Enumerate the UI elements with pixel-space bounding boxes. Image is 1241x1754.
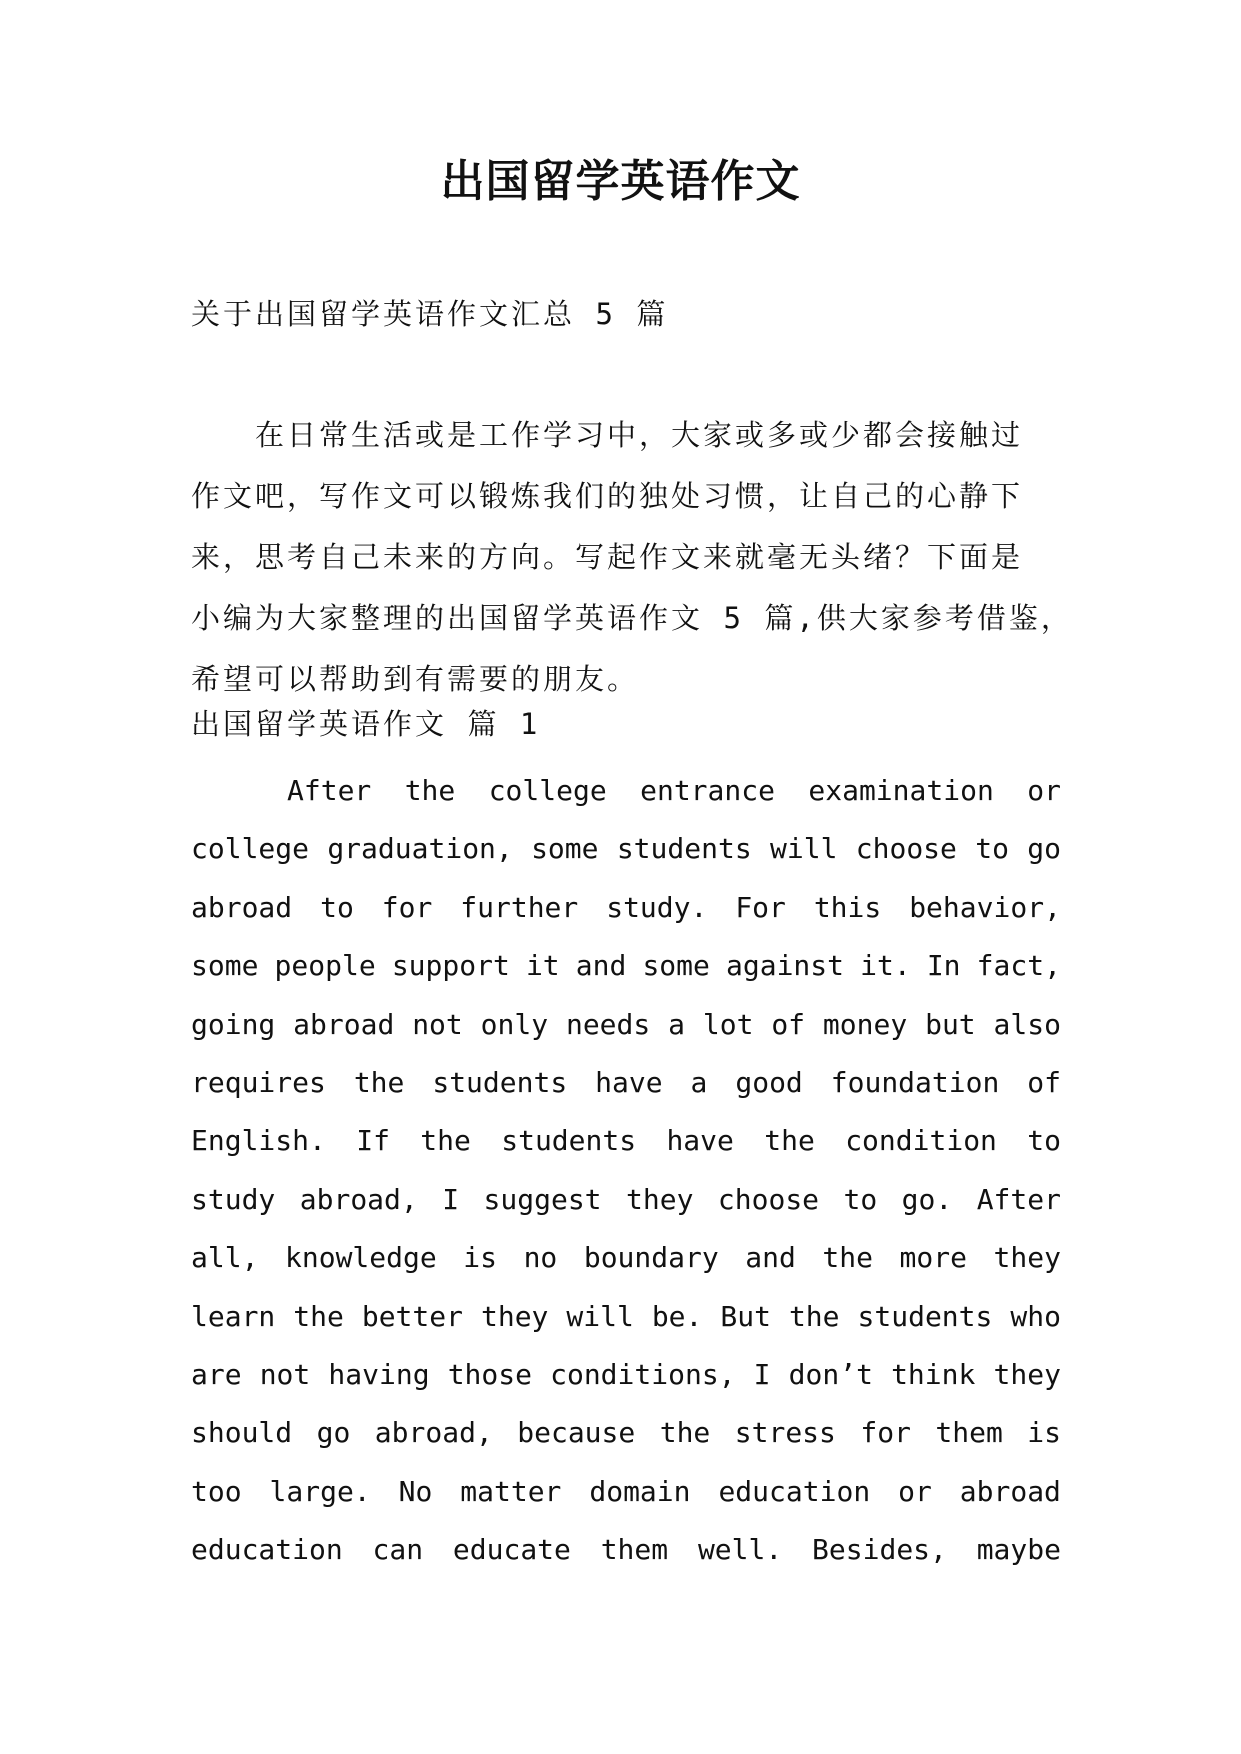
essay-word: this xyxy=(813,890,882,924)
essay-word: can xyxy=(372,1533,424,1567)
essay-word: to xyxy=(843,1182,878,1216)
essay-word: some xyxy=(191,949,259,983)
essay-word: entrance xyxy=(640,774,775,807)
essay-word: a xyxy=(668,1007,685,1041)
essay-word: is xyxy=(1027,1416,1061,1450)
essay-word: to xyxy=(1027,1124,1061,1158)
essay-word: too xyxy=(191,1474,242,1508)
essay-word: foundation xyxy=(830,1065,1000,1099)
essay-word: After xyxy=(976,1182,1061,1216)
essay-word: of xyxy=(1027,1065,1061,1099)
essay-word: In xyxy=(926,949,961,983)
essay-word: abroad xyxy=(191,890,293,924)
essay-word: well. xyxy=(697,1533,783,1567)
essay-word: good xyxy=(735,1065,803,1099)
essay-word: boundary xyxy=(583,1241,719,1275)
essay-word: of xyxy=(771,1007,806,1041)
essay-word: going xyxy=(191,1007,276,1041)
essay-word: suggest xyxy=(483,1182,602,1216)
essay-word: or xyxy=(898,1474,932,1508)
essay-word: for xyxy=(860,1416,911,1450)
essay-word: have xyxy=(666,1124,734,1158)
essay-word: knowledge xyxy=(285,1241,437,1275)
essay-word: learn xyxy=(191,1299,276,1333)
essay-word: study xyxy=(191,1182,276,1216)
document-title: 出国留学英语作文 xyxy=(440,156,801,207)
essay-line xyxy=(191,879,1061,937)
essay-word: should xyxy=(191,1416,293,1450)
essay-word: abroad, xyxy=(299,1182,418,1216)
essay-word: but xyxy=(925,1007,976,1041)
essay-word: graduation, xyxy=(327,832,513,866)
essay-line xyxy=(191,1288,1061,1346)
essay-word: think xyxy=(891,1357,976,1391)
essay-word: they xyxy=(993,1241,1061,1275)
essay-word: matter xyxy=(460,1474,562,1508)
essay-word: not xyxy=(259,1357,311,1391)
essay-word: examination xyxy=(808,774,994,807)
essay-line xyxy=(191,1463,1061,1521)
intro-line: 小编为大家整理的出国留学英语作文 5 篇,供大家参考借鉴， xyxy=(191,601,1073,635)
essay-word: don’t xyxy=(788,1357,873,1391)
essay-line xyxy=(191,937,1061,995)
essay-word: students xyxy=(857,1299,993,1333)
essay-word: the xyxy=(764,1124,815,1158)
essay-word: to xyxy=(975,832,1009,866)
essay-word: the xyxy=(788,1299,840,1333)
essay-word: educate xyxy=(452,1533,571,1567)
essay-word: choose xyxy=(855,832,957,866)
essay-word: needs xyxy=(565,1007,651,1041)
essay-word: a xyxy=(690,1065,708,1099)
essay-word: the xyxy=(404,774,456,807)
essay-word: education xyxy=(191,1533,343,1567)
essay-word: stress xyxy=(734,1416,836,1450)
essay-word: and xyxy=(745,1241,796,1275)
intro-line: 来，思考自己未来的方向。写起作文来就毫无头绪？下面是 xyxy=(191,540,1024,574)
essay-word: all, xyxy=(191,1241,259,1275)
essay-word: only xyxy=(480,1007,549,1041)
document-subtitle: 关于出国留学英语作文汇总 5 篇 xyxy=(191,297,669,331)
essay-word: for xyxy=(381,890,433,924)
essay-word: condition xyxy=(845,1124,997,1158)
essay-word: If xyxy=(356,1124,390,1158)
essay-word: be. xyxy=(651,1299,703,1333)
essay-word: having xyxy=(328,1357,430,1391)
essay-word: will xyxy=(566,1299,634,1333)
essay-word: more xyxy=(899,1241,967,1275)
essay-word: people xyxy=(274,949,376,983)
essay-line xyxy=(191,1229,1061,1287)
essay-word: to xyxy=(320,890,354,924)
essay-word: further xyxy=(460,890,579,924)
essay-paragraph xyxy=(191,762,1061,1579)
essay-word: against xyxy=(726,949,845,983)
essay-word: requires xyxy=(191,1065,326,1099)
essay-word: the xyxy=(659,1416,711,1450)
essay-word: them xyxy=(935,1416,1003,1450)
essay-word: abroad xyxy=(959,1474,1061,1508)
essay-word: it. xyxy=(860,949,911,983)
essay-word: conditions, xyxy=(550,1357,736,1391)
essay-word: college xyxy=(191,832,310,866)
essay-line xyxy=(191,1346,1061,1404)
essay-word: who xyxy=(1010,1299,1061,1333)
essay-word: also xyxy=(993,1007,1061,1041)
essay-word: students xyxy=(501,1124,637,1158)
essay-word: is xyxy=(463,1241,497,1275)
essay-word: some xyxy=(531,832,599,866)
essay-word: the xyxy=(420,1124,471,1158)
essay-word: they xyxy=(626,1182,694,1216)
essay-line xyxy=(191,762,1061,820)
essay-word: have xyxy=(595,1065,663,1099)
essay-word: large. xyxy=(269,1474,371,1508)
essay-word: I xyxy=(753,1357,771,1391)
essay-word: Besides, xyxy=(812,1533,947,1567)
essay-word: support xyxy=(391,949,510,983)
essay-word: college xyxy=(488,774,607,807)
essay-word: lot xyxy=(702,1007,754,1041)
essay-word: better xyxy=(361,1299,463,1333)
essay-word: I xyxy=(442,1182,460,1216)
essay-word: because xyxy=(517,1416,636,1450)
essay-word: no xyxy=(523,1241,558,1275)
essay-word: go xyxy=(1027,832,1061,866)
intro-line: 希望可以帮助到有需要的朋友。 xyxy=(191,662,640,696)
essay-word: those xyxy=(447,1357,532,1391)
essay-line xyxy=(191,820,1061,878)
essay-word: students xyxy=(616,832,752,866)
essay-word: some xyxy=(642,949,710,983)
essay-word: choose xyxy=(717,1182,820,1216)
essay-word: go. xyxy=(901,1182,953,1216)
essay-word: the xyxy=(293,1299,344,1333)
essay-word: abroad xyxy=(293,1007,395,1041)
section-title: 出国留学英语作文 篇 1 xyxy=(191,707,541,741)
essay-word: domain xyxy=(589,1474,691,1508)
essay-word: For xyxy=(735,890,786,924)
essay-word: not xyxy=(412,1007,463,1041)
essay-word: education xyxy=(718,1474,871,1508)
essay-word: English. xyxy=(191,1124,326,1158)
essay-line xyxy=(191,1404,1061,1462)
intro-line: 在日常生活或是工作学习中，大家或多或少都会接触过 xyxy=(191,418,1024,452)
essay-word: students xyxy=(432,1065,568,1099)
essay-word: them xyxy=(600,1533,669,1567)
essay-word: abroad, xyxy=(374,1416,493,1450)
essay-word: money xyxy=(822,1007,908,1041)
essay-line xyxy=(191,1171,1061,1229)
essay-line xyxy=(191,1054,1061,1112)
essay-word: they xyxy=(993,1357,1061,1391)
essay-word: it xyxy=(525,949,560,983)
essay-word: or xyxy=(1027,774,1061,807)
essay-word: and xyxy=(575,949,627,983)
essay-word: go xyxy=(316,1416,351,1450)
intro-line: 作文吧，写作文可以锻炼我们的独处习惯，让自己的心静下 xyxy=(191,479,1024,513)
essay-word: After xyxy=(287,774,372,807)
essay-word: they xyxy=(480,1299,549,1333)
essay-word: are xyxy=(191,1357,242,1391)
intro-paragraph xyxy=(191,405,1071,710)
essay-word: the xyxy=(822,1241,873,1275)
essay-word: fact, xyxy=(976,949,1061,983)
essay-word: No xyxy=(398,1474,433,1508)
essay-line xyxy=(191,996,1061,1054)
essay-line xyxy=(191,1112,1061,1170)
essay-word: study. xyxy=(606,890,708,924)
essay-word: behavior, xyxy=(909,890,1061,924)
essay-line xyxy=(191,1521,1061,1579)
essay-word: will xyxy=(770,832,838,866)
essay-word: the xyxy=(353,1065,405,1099)
essay-word: But xyxy=(720,1299,771,1333)
essay-word: maybe xyxy=(976,1533,1061,1567)
